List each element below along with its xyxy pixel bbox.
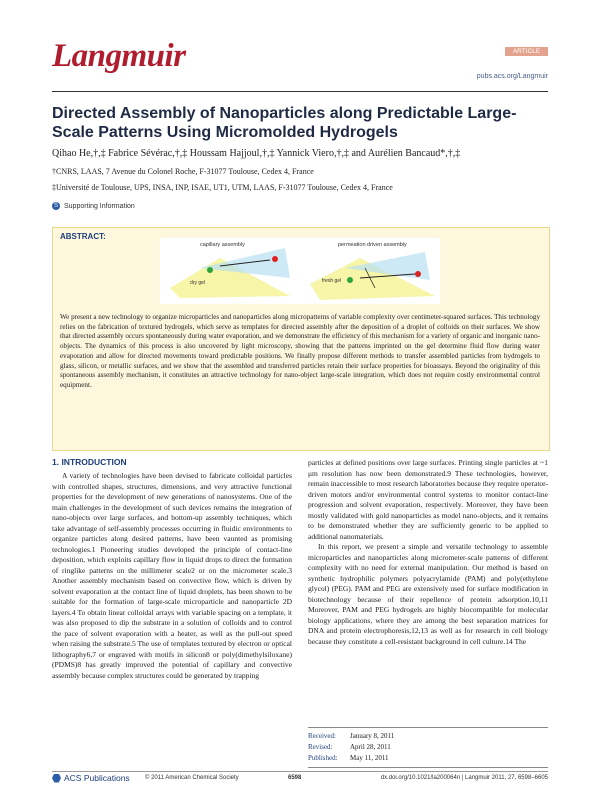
right-column — [308, 458, 548, 647]
right-caption: permeation driven assembly — [338, 242, 407, 248]
supporting-info-icon: S — [53, 203, 58, 209]
copyright: © 2011 American Chemical Society — [145, 775, 239, 781]
date-received: Received: January 8, 2011 — [308, 732, 395, 740]
paper-title: Directed Assembly of Nanoparticles along Predictable Large-Scale Patterns Using Micromolded Hydrogels — [52, 105, 517, 141]
footer-divider — [52, 771, 548, 772]
supporting-info-label: Supporting Information — [64, 202, 135, 210]
right-paragraph-1: particles at defined positions over large surfaces. Printing single particles at ~1 μm resolution has now been demonstrated.9 These technologies, however, remain inaccessible to most research laboratories because they require operator-driven motors and/or environmental control systems to monitor contact-line progression and solvent evaporation, respectively. Moreover, they have been mostly validated with gold nanoparticles as model nano-objects, and it remains to be demonstrated whether they are sufficiently generic to be applied to additional nanomaterials. — [308, 458, 548, 541]
particle-red-right — [415, 271, 421, 277]
supporting-info-link[interactable] — [52, 202, 135, 210]
left-column — [52, 471, 292, 681]
date-revised: Revised: April 28, 2011 — [308, 743, 391, 751]
journal-title: Langmuir — [52, 38, 186, 74]
toc-graphic — [160, 238, 440, 304]
particle-red-left — [272, 256, 278, 262]
dry-gel-label: dry gel — [190, 280, 206, 286]
doi-citation[interactable]: dx.doi.org/10.1021/la200064n | Langmuir 2011, 27, 6598–6605 — [380, 775, 548, 781]
date-published: Published: May 11, 2011 — [308, 754, 389, 762]
publisher-logo — [52, 773, 130, 783]
section-heading: 1. INTRODUCTION — [52, 457, 127, 467]
header-divider — [52, 91, 548, 92]
acs-hexagon-icon — [52, 774, 61, 783]
affiliation-1: †CNRS, LAAS, 7 Avenue du Colonel Roche, F-31077 Toulouse, Cedex 4, France — [52, 167, 314, 176]
publisher-name: ACS Publications — [64, 773, 130, 783]
left-paragraph-1: A variety of technologies have been devised to fabricate colloidal particles with controlled shapes, structures, dimensions, and very attractive functional properties for the development of new generations of nanosystems. One of the main challenges in the development of such devices remains the integration of nano-objects over large surfaces, and bottom-up assembly techniques, which take advantage of self-assembly processes occurring in fluidic environments to organize particles along desired patterns, have been vaunted as promising technologies.1 Pioneering studies developed the principle of contact-line deposition, which exploits capillary flow in liquid drops to direct the formation of ringlike patterns on the millimeter scale2 or on the micrometer scale.3 Another assembly mechanism based on convective flow, which is driven by solvent evaporation at the contact line of liquid droplets, has been shown to be suitable for the formation of large-scale microparticle and nanoparticle 2D layers.4 To obtain linear colloidal arrays with variable spacing on a template, it was also proposed to dip the substrate in a solution of colloids and to control the pace of solvent evaporation with a heater, as well as the pull-out speed when raising the substrate.5 The use of templates textured by electron or optical lithography6,7 or engraved with motifs in silicon8 or poly(dimethylsiloxane) (PDMS)8 has greatly improved the potential of capillary and convective assembly because complex structures could be generated by trapping — [52, 471, 292, 680]
particle-green-right — [347, 277, 353, 283]
right-paragraph-2: In this report, we present a simple and versatile technology to assemble microparticles and nanoparticles along micrometer-scale patterns of different complexity with no need for external manipulation. Our method is based on synthetic hydrophilic polymers polyacrylamide (PAM) and poly(ethylene glycol) (PEG). PAM and PEG are extensively used for surface modification in biotechnology because of their repellence of protein adsorption.10,11 Moreover, PAM and PEG hydrogels are highly biocompatible for molecular biology applications, where they are among the best separation matrices for DNA and protein electrophoresis,12,13 as well as for research in cell biology because they constitute a cell-resistant background in cell culture.14 The — [308, 542, 548, 646]
abstract-text: We present a new technology to organize microparticles and nanoparticles along micropatterns of variable complexity over centimeter-squared surfaces. This technology relies on the fabrication of textured hydrogels, which serve as templates for directed assembly after the deposition of a droplet of colloids on their surfaces. We show that directed assembly occurs spontaneously during water evaporation, and we demonstrate the efficiency of this mechanism for a variety of organic and inorganic nano-objects. The dynamics of this process is also uncovered by light microscopy, showing that the patterns imprinted on the gel determine fluid flow during water evaporation and allow for directed movements toward predictable positions. We finally propose different methods to transfer assembled particles from hydrogels to glass, silicon, or metallic surfaces, and we show that the assembled and transferred particles retain their surface properties for bioassays. Beyond the originality of this spontaneous assembly mechanism, it constitutes an attractive technology for nano-object large-scale integration, which does not require costly environmental control equipment. — [60, 313, 540, 389]
publication-dates — [308, 727, 548, 768]
journal-url[interactable]: pubs.acs.org/Langmuir — [476, 73, 548, 80]
affiliation-2: ‡Université de Toulouse, UPS, INSA, INP, ISAE, UT1, UTM, LAAS, F-31077 Toulouse, Cedex 4, France — [52, 183, 393, 192]
abstract-label: ABSTRACT: — [60, 232, 106, 241]
fresh-gel-label: fresh gel — [322, 278, 342, 284]
left-caption: capillary assembly — [200, 242, 245, 248]
page-number: 6598 — [288, 775, 302, 781]
author-list: Qihao He,†,‡ Fabrice Sévérac,†,‡ Houssam Hajjoul,†,‡ Yannick Viero,†,‡ and Aurélien Bancaud*,†,‡ — [52, 148, 461, 159]
particle-green-left — [207, 267, 213, 273]
article-badge: ARTICLE — [505, 47, 548, 56]
